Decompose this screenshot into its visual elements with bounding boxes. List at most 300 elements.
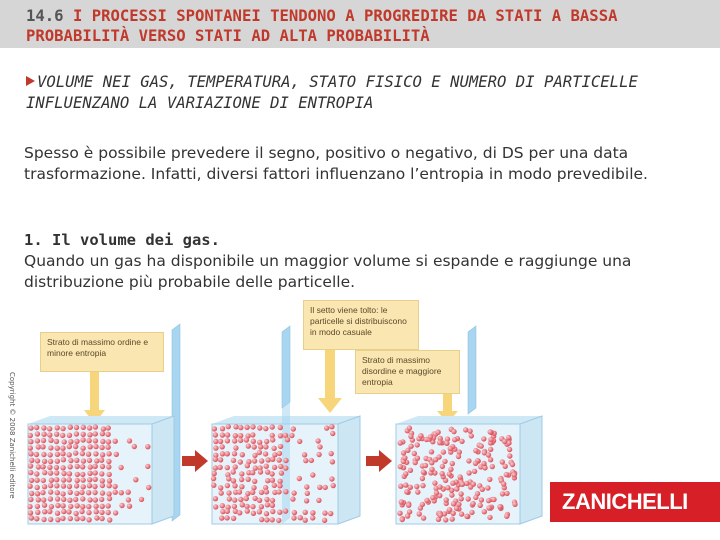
gas-particle — [510, 462, 515, 467]
gas-particle — [88, 464, 93, 469]
gas-particle — [302, 452, 307, 457]
gas-particle — [279, 470, 284, 475]
copyright-vertical — [2, 370, 16, 540]
gas-particle — [49, 504, 54, 509]
gas-particle — [101, 426, 106, 431]
gas-particle — [139, 497, 144, 502]
gas-particle — [454, 506, 459, 511]
gas-particle — [92, 484, 97, 489]
container-final — [396, 416, 542, 524]
gas-particle — [40, 444, 45, 449]
gas-particle — [48, 496, 53, 501]
gas-particle — [86, 517, 91, 522]
gas-particle — [310, 510, 315, 515]
gas-particle — [99, 445, 104, 450]
gas-particle — [466, 496, 471, 501]
gas-particle — [244, 425, 249, 430]
publisher-logo: ZANICHELLI — [550, 482, 720, 522]
gas-particle — [407, 425, 412, 430]
gas-particle — [473, 495, 478, 500]
gas-particle — [86, 438, 91, 443]
gas-particle — [42, 459, 47, 464]
gas-particle — [29, 491, 34, 496]
gas-particle — [252, 453, 257, 458]
gas-particle — [238, 438, 243, 443]
gas-particle — [444, 441, 449, 446]
gas-particle — [74, 483, 79, 488]
gas-particle — [225, 438, 230, 443]
gas-particle — [398, 440, 403, 445]
gas-particle — [237, 510, 242, 515]
gas-particle — [106, 439, 111, 444]
gas-particle — [99, 497, 104, 502]
gas-particle — [88, 444, 93, 449]
gas-particle — [94, 458, 99, 463]
gas-particle — [75, 464, 80, 469]
gas-particle — [28, 439, 33, 444]
gas-particle — [73, 450, 78, 455]
gas-particle — [60, 465, 65, 470]
gas-particle — [75, 472, 80, 477]
gas-particle — [232, 451, 237, 456]
gas-particle — [438, 513, 443, 518]
gas-particle — [233, 424, 238, 429]
gas-particle — [445, 485, 450, 490]
gas-particle — [114, 452, 119, 457]
gas-particle — [27, 484, 32, 489]
gas-particle — [87, 458, 92, 463]
gas-particle — [451, 501, 456, 506]
gas-particle — [250, 424, 255, 429]
gas-particle — [450, 481, 455, 486]
gas-particle — [500, 491, 505, 496]
gas-particle — [106, 503, 111, 508]
gas-particle — [68, 490, 73, 495]
gas-particle — [458, 491, 463, 496]
gas-particle — [451, 511, 456, 516]
gas-particle — [469, 510, 474, 515]
gas-particle — [220, 426, 225, 431]
gas-particle — [81, 484, 86, 489]
gas-particle — [86, 504, 91, 509]
gas-particle — [74, 439, 79, 444]
gas-particle — [303, 518, 308, 523]
gas-particle — [252, 444, 257, 449]
gas-particle — [251, 511, 256, 516]
gas-particle — [93, 424, 98, 429]
gas-particle — [421, 469, 426, 474]
container-initial — [27, 416, 174, 524]
gas-particle — [28, 470, 33, 475]
gas-particle — [459, 439, 464, 444]
gas-particle — [87, 497, 92, 502]
gas-particle — [292, 510, 297, 515]
gas-particle — [87, 471, 92, 476]
gas-particle — [278, 425, 283, 430]
gas-particle — [106, 464, 111, 469]
partition-right — [468, 326, 476, 414]
gas-particle — [79, 490, 84, 495]
gas-particle — [397, 511, 402, 516]
gas-particle — [35, 510, 40, 515]
gas-particle — [42, 470, 47, 475]
callout-max-disorder-text: Strato di massimo disordine e maggiore entropia — [362, 355, 442, 387]
gas-particle — [75, 503, 80, 508]
gas-particle — [225, 465, 230, 470]
gas-particle — [80, 516, 85, 521]
gas-particle — [68, 425, 73, 430]
process-arrow-2 — [366, 450, 392, 472]
gas-particle — [27, 504, 32, 509]
gas-particle — [48, 452, 53, 457]
gas-particle — [35, 458, 40, 463]
gas-particle — [258, 444, 263, 449]
gas-particle — [270, 498, 275, 503]
gas-particle — [448, 446, 453, 451]
gas-particle — [145, 444, 150, 449]
gas-particle — [100, 504, 105, 509]
gas-particle — [74, 425, 79, 430]
gas-particle — [60, 491, 65, 496]
gas-particle — [48, 459, 53, 464]
gas-particle — [309, 458, 314, 463]
gas-particle — [35, 431, 40, 436]
gas-particle — [61, 483, 66, 488]
gas-particle — [93, 451, 98, 456]
gas-particle — [93, 438, 98, 443]
gas-particle — [73, 444, 78, 449]
gas-particle — [40, 490, 45, 495]
gas-particle — [231, 478, 236, 483]
gas-particle — [225, 483, 230, 488]
gas-particle — [253, 465, 258, 470]
gas-particle — [277, 451, 282, 456]
gas-particle — [504, 514, 509, 519]
gas-particle — [330, 431, 335, 436]
gas-particle — [127, 438, 132, 443]
gas-particle — [486, 498, 491, 503]
gas-particle — [283, 508, 288, 513]
gas-particle — [429, 449, 434, 454]
gas-particle — [497, 504, 502, 509]
gas-particle — [41, 497, 46, 502]
gas-particle — [68, 439, 73, 444]
gas-particle — [264, 439, 269, 444]
gas-particle — [68, 458, 73, 463]
gas-particle — [28, 463, 33, 468]
gas-particle — [93, 464, 98, 469]
gas-particle — [502, 439, 507, 444]
gas-particle — [212, 426, 217, 431]
gas-particle — [487, 477, 492, 482]
gas-particle — [87, 432, 92, 437]
gas-particle — [303, 458, 308, 463]
gas-particle — [220, 444, 225, 449]
gas-particle — [263, 451, 268, 456]
gas-particle — [278, 433, 283, 438]
gas-particle — [232, 438, 237, 443]
gas-particle — [257, 498, 262, 503]
gas-particle — [67, 433, 72, 438]
gas-particle — [478, 503, 483, 508]
gas-particle — [482, 509, 487, 514]
gas-particle — [48, 489, 53, 494]
gas-particle — [211, 483, 216, 488]
gas-particle — [48, 517, 53, 522]
gas-particle — [291, 490, 296, 495]
gas-particle — [73, 497, 78, 502]
gas-particle — [460, 482, 465, 487]
gas-particle — [452, 437, 457, 442]
gas-particle — [297, 476, 302, 481]
gas-particle — [74, 491, 79, 496]
gas-particle — [420, 502, 425, 507]
section-text: Quando un gas ha disponibile un maggior volume si espande e raggiunge una distribuzione più probabile delle particelle. — [24, 252, 632, 291]
gas-particle — [283, 458, 288, 463]
gas-particle — [54, 432, 59, 437]
gas-particle — [146, 485, 151, 490]
gas-particle — [67, 498, 72, 503]
gas-particle — [259, 504, 264, 509]
gas-particle — [231, 469, 236, 474]
gas-particle — [429, 460, 434, 465]
gas-particle — [237, 489, 242, 494]
gas-particle — [133, 477, 138, 482]
gas-particle — [28, 451, 33, 456]
gas-particle — [218, 439, 223, 444]
gas-particle — [28, 445, 33, 450]
gas-particle — [264, 497, 269, 502]
gas-particle — [93, 431, 98, 436]
gas-particle — [34, 452, 39, 457]
gas-particle — [277, 510, 282, 515]
gas-particle — [41, 517, 46, 522]
gas-particle — [501, 481, 506, 486]
gas-particle — [113, 439, 118, 444]
gas-particle — [220, 432, 225, 437]
gas-particle — [470, 501, 475, 506]
gas-particle — [219, 515, 224, 520]
gas-particle — [329, 451, 334, 456]
gas-particle — [420, 483, 425, 488]
gas-particle — [99, 458, 104, 463]
gas-particle — [75, 478, 80, 483]
gas-particle — [404, 489, 409, 494]
gas-particle — [297, 439, 302, 444]
gas-particle — [466, 470, 471, 475]
gas-particle — [47, 432, 52, 437]
gas-particle — [399, 499, 404, 504]
gas-particle — [266, 457, 271, 462]
gas-particle — [42, 503, 47, 508]
gas-particle — [305, 491, 310, 496]
gas-particle — [74, 431, 79, 436]
gas-particle — [55, 425, 60, 430]
gas-particle — [468, 484, 473, 489]
gas-particle — [415, 456, 420, 461]
gas-particle — [35, 504, 40, 509]
gas-particle — [106, 510, 111, 515]
gas-particle — [252, 479, 257, 484]
gas-particle — [265, 502, 270, 507]
gas-particle — [451, 429, 456, 434]
gas-particle — [225, 432, 230, 437]
gas-particle — [74, 458, 79, 463]
callout-max-order — [40, 332, 164, 372]
gas-particle — [47, 426, 52, 431]
gas-particle — [127, 504, 132, 509]
gas-particle — [449, 492, 454, 497]
gas-particle — [270, 509, 275, 514]
gas-particle — [226, 476, 231, 481]
container-partition-removed — [211, 402, 360, 524]
gas-particle — [500, 459, 505, 464]
gas-particle — [310, 515, 315, 520]
gas-particle — [93, 477, 98, 482]
gas-particle — [86, 490, 91, 495]
gas-particle — [41, 452, 46, 457]
gas-particle — [238, 459, 243, 464]
gas-particle — [457, 474, 462, 479]
gas-particle — [245, 508, 250, 513]
gas-particle — [464, 514, 469, 519]
gas-particle — [277, 479, 282, 484]
gas-particle — [106, 451, 111, 456]
gas-particle — [213, 445, 218, 450]
gas-particle — [265, 478, 270, 483]
gas-particle — [323, 485, 328, 490]
gas-particle — [239, 477, 244, 482]
gas-particle — [34, 516, 39, 521]
gas-particle — [459, 496, 464, 501]
gas-particle — [304, 498, 309, 503]
gas-particle — [270, 478, 275, 483]
gas-particle — [436, 454, 441, 459]
gas-particle — [86, 452, 91, 457]
gas-particle — [252, 458, 257, 463]
gas-particle — [41, 432, 46, 437]
gas-particle — [507, 453, 512, 458]
gas-particle — [100, 478, 105, 483]
gas-particle — [112, 484, 117, 489]
gas-particle — [398, 464, 403, 469]
gas-particle — [113, 490, 118, 495]
gas-particle — [259, 458, 264, 463]
gas-particle — [132, 444, 137, 449]
gas-particle — [259, 517, 264, 522]
gas-particle — [435, 430, 440, 435]
gas-particle — [67, 452, 72, 457]
gas-particle — [257, 425, 262, 430]
gas-particle — [472, 469, 477, 474]
gas-particle — [414, 484, 419, 489]
gas-particle — [231, 458, 236, 463]
gas-particle — [303, 510, 308, 515]
gas-particle — [67, 477, 72, 482]
gas-particle — [61, 509, 66, 514]
gas-particle — [270, 424, 275, 429]
gas-particle — [285, 437, 290, 442]
title-text: I PROCESSI SPONTANEI TENDONO A PROGREDIRE DA STATI A BASSA PROBABILITÀ VERSO STATI AD ALTA PROBABILITÀ — [26, 7, 618, 45]
gas-particle — [481, 436, 486, 441]
gas-particle — [276, 489, 281, 494]
gas-particle — [406, 503, 411, 508]
gas-particle — [322, 518, 327, 523]
gas-particle — [66, 509, 71, 514]
gas-particle — [220, 503, 225, 508]
gas-particle — [86, 510, 91, 515]
gas-particle — [403, 471, 408, 476]
gas-particle — [504, 472, 509, 477]
gas-particle — [212, 471, 217, 476]
gas-particle — [412, 451, 417, 456]
gas-particle — [36, 444, 41, 449]
gas-particle — [239, 484, 244, 489]
gas-particle — [269, 471, 274, 476]
gas-particle — [317, 444, 322, 449]
gas-particle — [450, 516, 455, 521]
gas-particle — [443, 517, 448, 522]
gas-particle — [272, 465, 277, 470]
gas-particle — [80, 446, 85, 451]
gas-particle — [463, 427, 468, 432]
gas-particle — [94, 515, 99, 520]
gas-particle — [48, 470, 53, 475]
gas-particle — [55, 503, 60, 508]
gas-particle — [80, 472, 85, 477]
section-number: 14.6 — [26, 7, 64, 25]
gas-particle — [244, 437, 249, 442]
gas-particle — [93, 497, 98, 502]
gas-particle — [81, 458, 86, 463]
gas-particle — [439, 471, 444, 476]
gas-particle — [100, 431, 105, 436]
gas-particle — [48, 445, 53, 450]
gas-particle — [224, 515, 229, 520]
gas-particle — [55, 446, 60, 451]
gas-particle — [270, 457, 275, 462]
gas-particle — [232, 504, 237, 509]
gas-particle — [93, 504, 98, 509]
process-arrow-1 — [182, 450, 208, 472]
gas-particle — [93, 444, 98, 449]
gas-particle — [73, 511, 78, 516]
gas-particle — [213, 439, 218, 444]
gas-particle — [403, 482, 408, 487]
partition-middle — [282, 326, 290, 408]
gas-particle — [448, 467, 453, 472]
gas-particle — [28, 425, 33, 430]
gas-particle — [218, 457, 223, 462]
gas-particle — [100, 483, 105, 488]
gas-particle — [54, 483, 59, 488]
gas-particle — [79, 509, 84, 514]
gas-particle — [107, 517, 112, 522]
gas-particle — [119, 503, 124, 508]
gas-particle — [105, 445, 110, 450]
gas-particle — [42, 484, 47, 489]
gas-particle — [263, 444, 268, 449]
gas-particle — [126, 497, 131, 502]
gas-particle — [259, 490, 264, 495]
gas-particle — [479, 497, 484, 502]
gas-particle — [119, 490, 124, 495]
gas-particle — [68, 464, 73, 469]
gas-particle — [217, 465, 222, 470]
gas-particle — [87, 483, 92, 488]
gas-particle — [35, 485, 40, 490]
gas-particle — [442, 459, 447, 464]
